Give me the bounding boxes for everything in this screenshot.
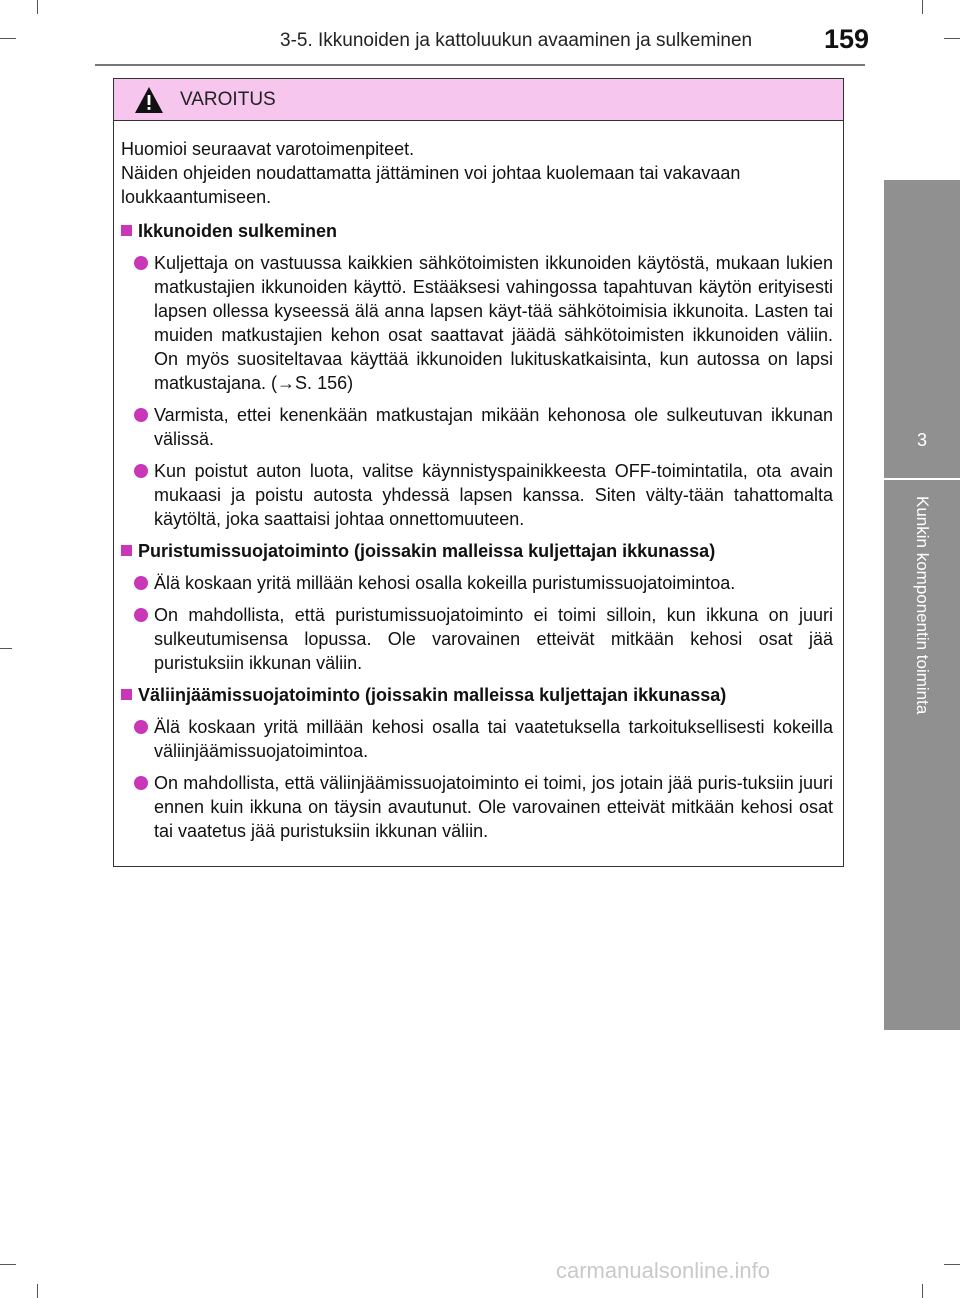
round-bullet-icon: [134, 608, 148, 622]
list-item: [134, 715, 833, 763]
list-item: [134, 459, 833, 531]
page-number: 159: [824, 24, 870, 54]
section-heading-text: Ikkunoiden sulkeminen: [138, 221, 338, 241]
round-bullet-icon: [134, 256, 148, 270]
list-item-text: Kun poistut auton luota, valitse käynnistyspainikkeesta OFF-toimintatila, ota avain mukaasi ja poistu autosta yhdessä lapsen kanssa. Siten välty-tään tahattomalta käytöltä, joka saattaisi johtaa onnettomuuteen.: [154, 461, 833, 529]
intro-line: Huomioi seuraavat varotoimenpiteet.: [121, 139, 415, 159]
intro-line: Näiden ohjeiden noudattamatta jättäminen voi johtaa kuolemaan tai vakavaan loukkaantumiseen.: [121, 163, 741, 207]
chapter-number: 3: [916, 430, 927, 450]
crop-mark: [0, 648, 12, 649]
list-item-text: Varmista, ettei kenenkään matkustajan mikään kehonosa ole sulkeutuvan ikkunan välissä.: [154, 405, 833, 449]
list-item: [134, 403, 833, 451]
list-item-text: Älä koskaan yritä millään kehosi osalla kokeilla puristumissuojatoimintoa.: [154, 573, 736, 593]
side-tab-divider: [884, 478, 960, 480]
section-heading: [121, 539, 833, 563]
crop-mark: [944, 38, 960, 39]
section-heading-text: Puristumissuojatoiminto (joissakin malleissa kuljettajan ikkunassa): [138, 541, 716, 561]
list-item-text: Älä koskaan yritä millään kehosi osalla tai vaatetuksella tarkoituksellisesti kokeilla väliinjäämissuojatoimintoa.: [154, 717, 833, 761]
round-bullet-icon: [134, 408, 148, 422]
warning-section: [121, 219, 833, 531]
list-item: [134, 251, 833, 395]
square-bullet-icon: [121, 225, 132, 236]
list-item-text: Kuljettaja on vastuussa kaikkien sähkötoimisten ikkunoiden käytöstä, mukaan lukien matkustajien ikkunoiden käyttö. Estääksesi vahingossa tapahtuvan käytön erityisesti lapsen ollessa kyseessä älä anna lapsen käyt-tää sähkötoimisia ikkunoita. Lasten tai muiden matkustajien kehon osat saattavat jäädä sähkötoimisten ikkunoiden väliin. On myös suositeltavaa käyttää ikkunoiden lukituskatkaisinta, kun autossa on lapsi matkustajana. (→S. 156): [154, 253, 833, 393]
section-heading-text: Väliinjäämissuojatoiminto (joissakin malleissa kuljettajan ikkunassa): [138, 685, 727, 705]
warning-section: [121, 539, 833, 675]
list-item: [134, 571, 833, 595]
round-bullet-icon: [134, 776, 148, 790]
crop-mark: [37, 1284, 38, 1298]
round-bullet-icon: [134, 576, 148, 590]
warning-triangle-icon: [134, 85, 164, 115]
list-item: [134, 603, 833, 675]
crop-mark: [922, 0, 923, 14]
crop-mark: [0, 1264, 16, 1265]
watermark: carmanualsonline.info: [556, 1258, 771, 1283]
warning-intro: [121, 137, 833, 209]
round-bullet-icon: [134, 464, 148, 478]
warning-label: VAROITUS: [180, 88, 276, 110]
warning-body: [114, 121, 843, 843]
square-bullet-icon: [121, 545, 132, 556]
header-divider: [95, 64, 865, 66]
warning-box: [113, 78, 844, 867]
warning-section: [121, 683, 833, 843]
list-item: [134, 771, 833, 843]
square-bullet-icon: [121, 689, 132, 700]
warning-header: [114, 79, 843, 121]
crop-mark: [37, 0, 38, 14]
section-heading: [121, 683, 833, 707]
list-item-text: On mahdollista, että puristumissuojatoiminto ei toimi silloin, kun ikkuna on juuri sulkeutumisensa lopussa. Ole varovainen etteivät mitkään kehosi osat jää puristuksiin ikkunan väliin.: [154, 605, 833, 673]
crop-mark: [922, 1284, 923, 1298]
crop-mark: [944, 1264, 960, 1265]
list-item-text: On mahdollista, että väliinjäämissuojatoiminto ei toimi, jos jotain jää puris-tuksiin juuri ennen kuin ikkuna on täysin avautunut. Ole varovainen etteivät mitkään kehosi osat tai vaatetus jää puristuksiin ikkunan väliin.: [154, 773, 833, 841]
section-header: 3-5. Ikkunoiden ja kattoluukun avaaminen ja sulkeminen: [280, 30, 753, 51]
round-bullet-icon: [134, 720, 148, 734]
section-heading: [121, 219, 833, 243]
crop-mark: [0, 38, 16, 39]
chapter-title: Kunkin komponentin toiminta: [913, 496, 932, 715]
